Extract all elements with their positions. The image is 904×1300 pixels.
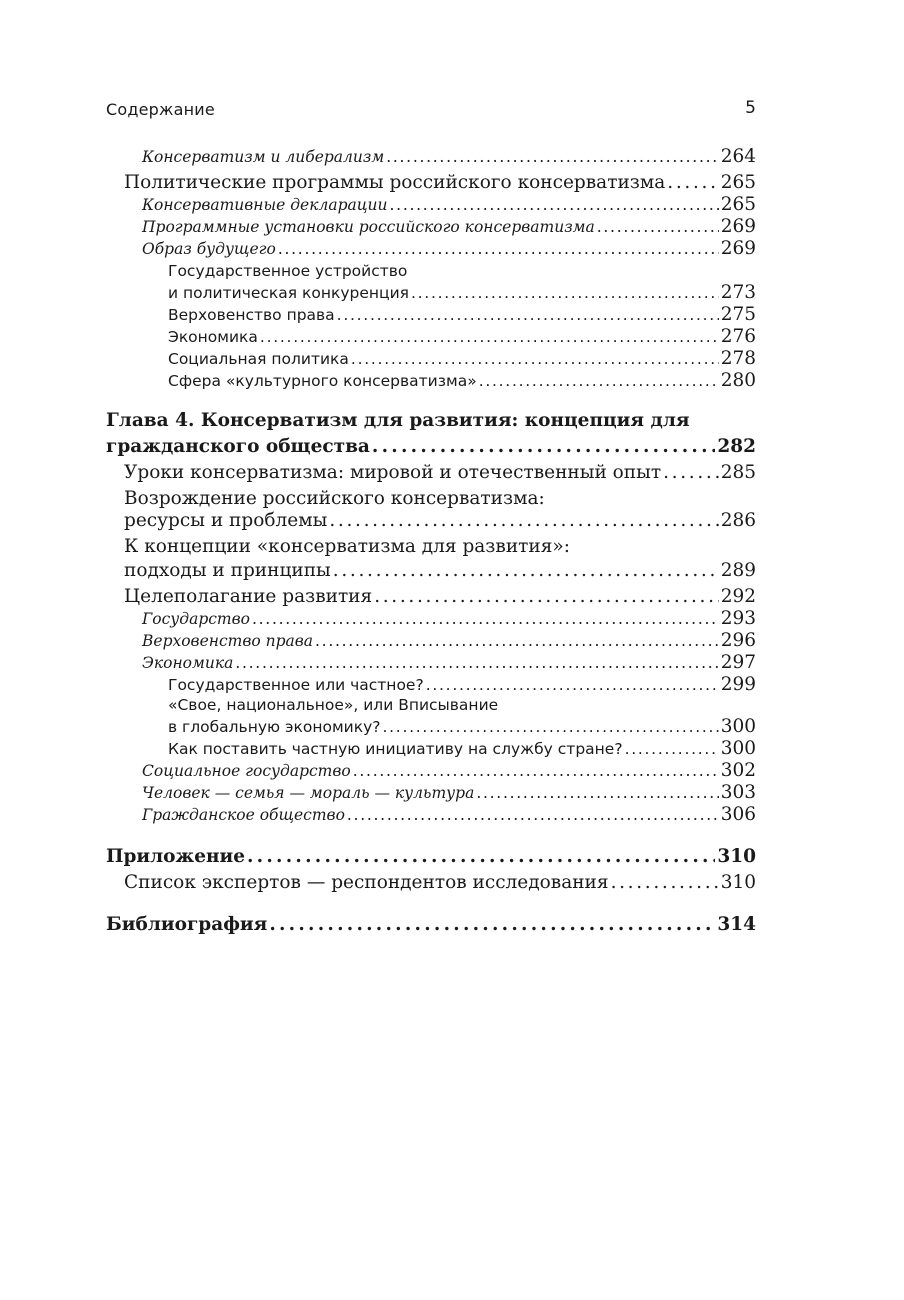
toc-entry-title: гражданского общества [106, 436, 370, 457]
toc-entry-page: 293 [720, 608, 756, 629]
toc-entry [168, 738, 756, 760]
dot-leader [390, 196, 719, 215]
toc-entry-page: 306 [720, 804, 756, 825]
toc-entry-page: 314 [717, 914, 756, 935]
toc-entry-title: «Свое, национальное», или Вписывание [168, 696, 499, 714]
toc-entry [124, 872, 756, 894]
toc-entry-title: Политические программы российского консерватизма [124, 172, 666, 193]
toc-entry-title: Глава 4. Консерватизм для развития: концепция для [106, 410, 690, 431]
toc-entry-title: ресурсы и проблемы [124, 510, 328, 531]
toc-entry [142, 760, 756, 782]
dot-leader [372, 436, 715, 458]
toc-entry [142, 782, 756, 804]
toc-entry-title: в глобальную экономику? [168, 718, 381, 736]
dot-leader [663, 462, 719, 484]
toc-entry-title: Библиография [106, 914, 268, 935]
toc-entry [124, 462, 756, 484]
toc-entry-title: Список экспертов — респондентов исследования [124, 872, 609, 893]
toc-entry-page: 269 [720, 216, 756, 237]
dot-leader [597, 218, 719, 237]
toc-entry-page: 296 [720, 630, 756, 651]
page-number: 5 [745, 98, 756, 118]
toc-entry-title: Человек — семья — мораль — культура [142, 784, 475, 802]
toc-entry-title: Государственное или частное? [168, 676, 424, 694]
dot-leader [347, 806, 719, 825]
toc-entry-title: Уроки консерватизма: мировой и отечественный опыт [124, 462, 662, 483]
dot-leader [667, 172, 718, 194]
dot-leader [625, 740, 719, 759]
toc-entry-page: 285 [720, 462, 756, 483]
toc-entry-title: Возрождение российского консерватизма: [124, 488, 545, 509]
toc-entry-page: 265 [720, 194, 756, 215]
toc-entry-title-line [168, 696, 498, 715]
toc-entry-page: 303 [720, 782, 756, 803]
toc-entry [124, 510, 756, 532]
toc-entry-page: 264 [720, 146, 756, 167]
toc-entry-page: 278 [720, 348, 756, 369]
toc-entry-title: Социальная политика [168, 350, 349, 368]
dot-leader [426, 676, 719, 695]
dot-leader [329, 510, 718, 532]
dot-leader [260, 328, 719, 347]
toc-entry-title: и политическая конкуренция [168, 284, 409, 302]
toc-entry-page: 282 [717, 436, 756, 457]
dot-leader [269, 914, 715, 936]
toc-entry-page: 269 [720, 238, 756, 259]
toc-entry-title: К концепции «консерватизма для развития»: [124, 536, 570, 557]
dot-leader [337, 306, 719, 325]
toc-entry [142, 194, 756, 216]
dot-leader [333, 560, 719, 582]
toc-entry [168, 326, 756, 348]
toc-entry [124, 560, 756, 582]
toc-entry-page: 280 [720, 370, 756, 391]
dot-leader [351, 350, 719, 369]
toc-entry [168, 674, 756, 696]
toc-entry [168, 304, 756, 326]
dot-leader [353, 762, 719, 781]
toc-entry [142, 630, 756, 652]
toc-entry-title: Консерватизм и либерализм [142, 148, 385, 166]
dot-leader [411, 284, 719, 303]
toc-entry-page: 300 [720, 716, 756, 737]
toc-entry [124, 586, 756, 608]
toc-entry-title: Верховенство права [142, 632, 314, 650]
toc-entry [142, 216, 756, 238]
toc-entry [168, 370, 756, 392]
running-head-title: Содержание [106, 100, 215, 119]
toc-entry [124, 172, 756, 194]
toc-entry-title: Целеполагание развития [124, 586, 373, 607]
toc-entry-title-line [168, 262, 407, 281]
toc-entry [106, 846, 756, 868]
dot-leader [235, 654, 718, 673]
toc-entry-title: Гражданское общество [142, 806, 345, 824]
toc-entry-page: 289 [720, 560, 756, 581]
toc-entry-title: Государственное устройство [168, 262, 408, 280]
toc-entry-title: Как поставить частную инициативу на службу стране? [168, 740, 623, 758]
toc-entry-title: Социальное государство [142, 762, 351, 780]
toc-entry-page: 292 [720, 586, 756, 607]
toc-entry-title: Экономика [142, 654, 234, 672]
dot-leader [247, 846, 715, 868]
toc-entry-title: Программные установки российского консерватизма [142, 218, 595, 236]
toc-entry [142, 146, 756, 168]
toc-entry-page: 297 [720, 652, 756, 673]
toc-entry [106, 436, 756, 458]
toc-entry [168, 716, 756, 738]
toc-entry-title: Консервативные декларации [142, 196, 388, 214]
toc-entry-title: Верховенство права [168, 306, 335, 324]
toc-entry [142, 804, 756, 826]
dot-leader [386, 148, 718, 167]
toc-entry-page: 310 [720, 872, 756, 893]
toc-entry-page: 310 [717, 846, 756, 867]
toc-entry [142, 608, 756, 630]
toc-entry [142, 238, 756, 260]
toc-entry-page: 275 [720, 304, 756, 325]
dot-leader [374, 586, 719, 608]
toc-entry-title: подходы и принципы [124, 560, 331, 581]
toc-entry-page: 276 [720, 326, 756, 347]
dot-leader [476, 784, 718, 803]
toc-entry-page: 273 [720, 282, 756, 303]
toc-entry-title-line [124, 488, 545, 510]
toc-entry [106, 914, 756, 936]
dot-leader [611, 872, 719, 894]
toc-entry [168, 348, 756, 370]
toc-entry-title-line [124, 536, 570, 558]
toc-entry-page: 265 [720, 172, 756, 193]
dot-leader [278, 240, 719, 259]
dot-leader [479, 372, 719, 391]
toc-entry-title-line [106, 410, 690, 432]
toc-entry-title: Сфера «культурного консерватизма» [168, 372, 477, 390]
toc-entry-page: 300 [720, 738, 756, 759]
toc-entry-page: 302 [720, 760, 756, 781]
toc-entry-title: Экономика [168, 328, 258, 346]
dot-leader [252, 610, 719, 629]
toc-entry-title: Приложение [106, 846, 245, 867]
toc-entry [142, 652, 756, 674]
dot-leader [382, 718, 718, 737]
toc-entry-title: Образ будущего [142, 240, 276, 258]
toc-entry-page: 286 [720, 510, 756, 531]
toc-entry-title: Государство [142, 610, 250, 628]
dot-leader [315, 632, 719, 651]
toc-entry [168, 282, 756, 304]
toc-entry-page: 299 [720, 674, 756, 695]
